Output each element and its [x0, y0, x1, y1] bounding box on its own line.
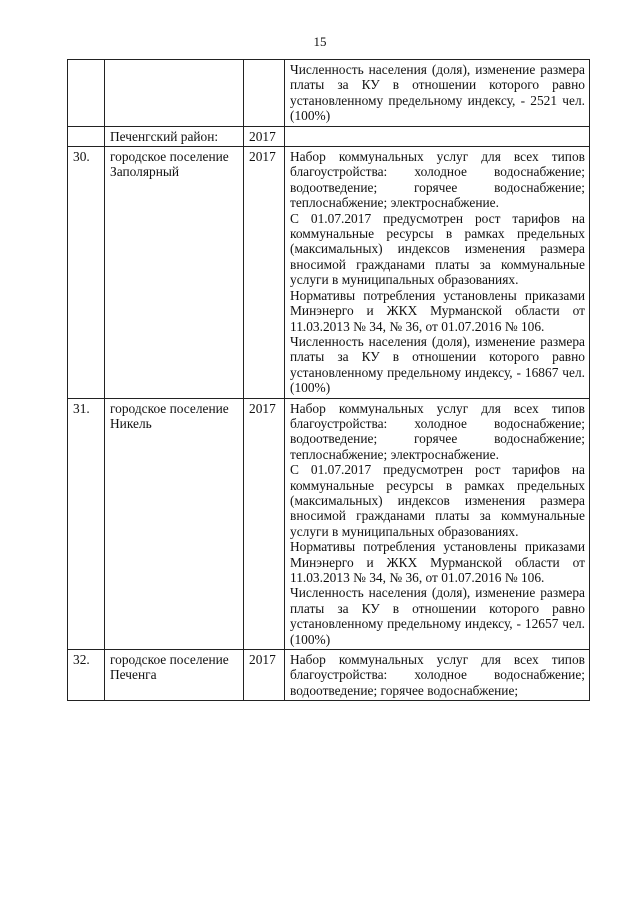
description-paragraph: Набор коммунальных услуг для всех типов благоустройства: холодное водоснабжение; водоотведение; горячее водоснабжение; теплоснабжение; электроснабжение.	[290, 400, 585, 462]
row-description	[285, 147, 590, 399]
municipality-name: городское поселение Печенга	[105, 650, 244, 701]
description-paragraph: Численность населения (доля), изменение размера платы за КУ в отношении которого равно установленному предельному индексу, - 16867 чел. (100%)	[290, 333, 585, 396]
row-description	[285, 126, 590, 146]
description-paragraph: Нормативы потребления установлены приказами Минэнерго и ЖКХ Мурманской области от 11.03.2013 № 34, № 36, от 01.07.2016 № 106.	[290, 287, 585, 334]
row-number: 30.	[68, 147, 105, 399]
row-number: 31.	[68, 398, 105, 650]
table-row	[68, 60, 590, 127]
row-number	[68, 126, 105, 146]
row-number: 32.	[68, 650, 105, 701]
municipality-name: городское поселение Никель	[105, 398, 244, 650]
description-paragraph: Численность населения (доля), изменение размера платы за КУ в отношении которого равно установленному предельному индексу, - 12657 чел. (100%)	[290, 585, 585, 647]
row-year: 2017	[244, 126, 285, 146]
table-row	[68, 147, 590, 399]
description-paragraph: Набор коммунальных услуг для всех типов благоустройства: холодное водоснабжение; водоотведение; горячее водоснабжение;	[290, 652, 585, 698]
row-year: 2017	[244, 147, 285, 399]
table-row	[68, 398, 590, 650]
row-description	[285, 60, 590, 127]
table-row	[68, 650, 590, 701]
municipality-name: городское поселение Заполярный	[105, 147, 244, 399]
district-name: Печенгский район:	[105, 126, 244, 146]
description-paragraph: Нормативы потребления установлены приказами Минэнерго и ЖКХ Мурманской области от 11.03.2013 № 34, № 36, от 01.07.2016 № 106.	[290, 539, 585, 585]
row-description	[285, 398, 590, 650]
row-year: 2017	[244, 650, 285, 701]
tariff-table	[67, 59, 590, 701]
row-description	[285, 650, 590, 701]
row-number	[68, 60, 105, 127]
description-paragraph: Набор коммунальных услуг для всех типов благоустройства: холодное водоснабжение; водоотведение; горячее водоснабжение; теплоснабжение; электроснабжение.	[290, 149, 585, 211]
description-paragraph: С 01.07.2017 предусмотрен рост тарифов на коммунальные ресурсы в рамках предельных (максимальных) индексов изменения размера вносимой гражданами платы за коммунальные услуги в муниципальных образованиях.	[290, 210, 585, 288]
description-paragraph: Численность населения (доля), изменение размера платы за КУ в отношении которого равно установленному предельному индексу, - 2521 чел. (100%)	[290, 62, 585, 124]
table-row	[68, 126, 590, 146]
row-year	[244, 60, 285, 127]
description-paragraph: С 01.07.2017 предусмотрен рост тарифов на коммунальные ресурсы в рамках предельных (максимальных) индексов изменения размера вносимой гражданами платы за коммунальные услуги в муниципальных образованиях.	[290, 462, 585, 539]
municipality-name	[105, 60, 244, 127]
page-number: 15	[313, 34, 327, 49]
row-year: 2017	[244, 398, 285, 650]
